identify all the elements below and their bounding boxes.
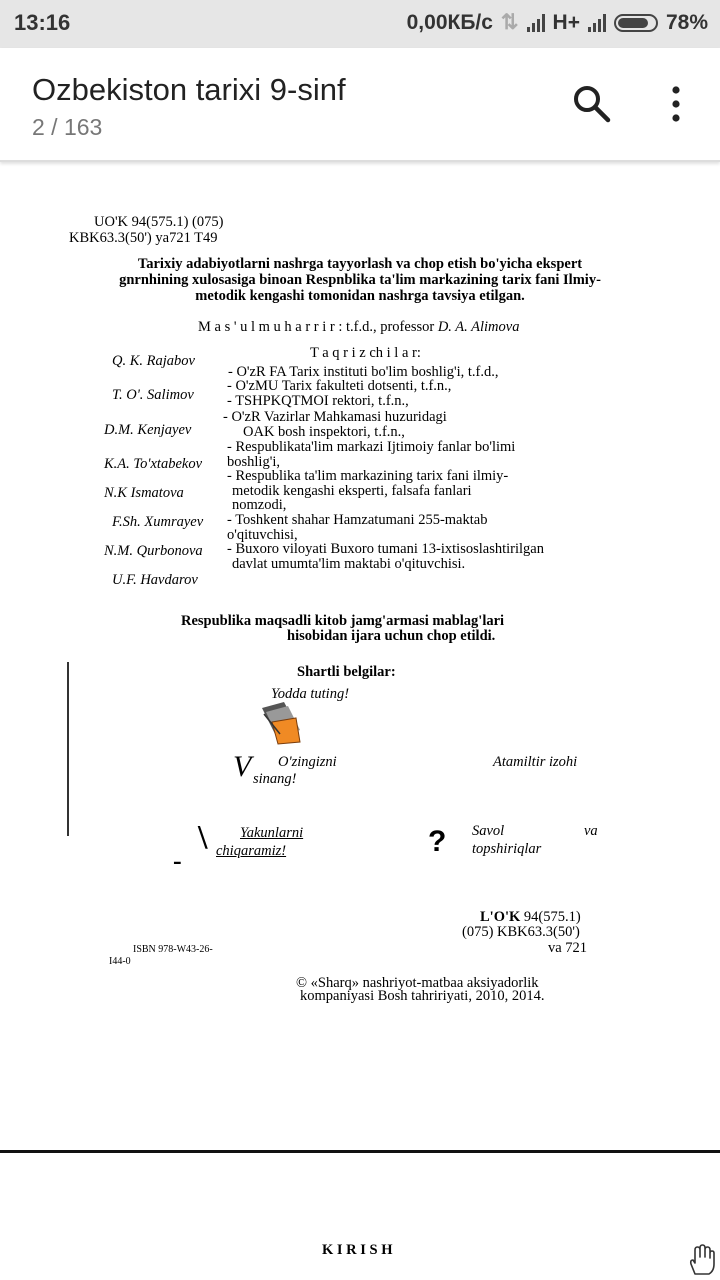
reviewers-heading: T a q r i z ch i l a r: <box>310 345 421 361</box>
lok-value: 94(575.1) <box>523 909 581 925</box>
reviewer-desc: - O'zR Vazirlar Mahkamasi huzuridagi <box>223 409 447 425</box>
lok-label: L'O'K <box>480 909 521 925</box>
editor-label: M a s ' u l m u h a r r i r : <box>198 319 343 335</box>
legend-remember: Yodda tuting! <box>271 686 350 702</box>
copyright-line-1: © «Sharq» nashriyot-matbaa aksiyadorlik <box>296 975 539 991</box>
reviewer-desc: - Respublika ta'lim markazining tarix fani ilmiy- <box>227 468 509 484</box>
reviewer-desc: OAK bosh inspektori, t.f.n., <box>243 424 405 440</box>
legend-conclude-1: Yakunlarni <box>240 825 304 841</box>
reviewer-desc: - Buxoro viloyati Buxoro tumani 13-ixtisoslashtirilgan <box>227 541 544 557</box>
reviewer-desc: - O'zMU Tarix fakulteti dotsenti, t.f.n., <box>227 378 452 394</box>
reviewer-name: U.F. Havdarov <box>112 572 198 588</box>
legend-questions-2: topshiriqlar <box>472 841 542 857</box>
document-title: Ozbekiston tarixi 9-sinf <box>32 72 346 107</box>
intro-line-2: gnrnhining xulosasiga binoan Respnblika ta'lim markazining tarix fani Ilmiy- <box>119 272 601 288</box>
isbn-line-2: I44-0 <box>109 956 131 967</box>
pdf-page[interactable] <box>0 162 720 1280</box>
udk-line-1: UO'K 94(575.1) (075) <box>94 214 224 230</box>
intro-line-3: metodik kengashi tomonidan nashrga tavsiya etilgan. <box>195 288 525 304</box>
editor-line <box>198 319 519 335</box>
hand-cursor-icon <box>686 1244 716 1276</box>
legend-term: Atamiltir izohi <box>493 754 578 770</box>
net-speed: 0,00КБ/с <box>406 10 493 34</box>
reviewer-name: N.K Ismatova <box>104 485 184 501</box>
check-mark-icon: V <box>233 750 252 783</box>
signal-icon <box>527 14 545 32</box>
status-time: 13:16 <box>14 10 71 35</box>
intro-line-1: Tarixiy adabiyotlarni nashrga tayyorlash va chop etish bo'yicha ekspert <box>137 256 583 272</box>
status-bar <box>0 0 720 48</box>
copyright-line-2: kompaniyasi Bosh tahririyati, 2010, 2014. <box>300 988 545 1004</box>
reviewer-desc: o'qituvchisi, <box>227 527 298 543</box>
legend-conclude-2: chiqaramiz! <box>216 843 287 859</box>
editor-value: t.f.d., professor <box>346 319 435 335</box>
reviewer-desc: - TSHPKQTMOI rektori, t.f.n., <box>227 393 409 409</box>
lok-line-2: (075) KBK63.3(50') <box>462 924 580 940</box>
udk-line-2: KBK63.3(50') ya721 T49 <box>69 230 218 246</box>
page-counter: 2 / 163 <box>32 114 103 140</box>
battery-level: 78% <box>665 10 708 34</box>
legend-test-2: sinang! <box>253 771 297 787</box>
reviewer-desc: nomzodi, <box>232 497 287 513</box>
reviewer-desc: boshlig'i, <box>227 454 280 470</box>
reviewer-name: D.M. Kenjayev <box>104 422 192 438</box>
reviewer-name: Q. K. Rajabov <box>112 353 195 369</box>
signal-2-icon <box>588 14 606 32</box>
reviewer-name: T. O'. Salimov <box>112 387 194 403</box>
search-icon[interactable] <box>570 82 614 126</box>
legend-test-1: O'zingizni <box>278 754 337 770</box>
battery-icon <box>614 14 658 32</box>
reviewer-desc: - O'zR FA Tarix instituti bo'lim boshlig'i, t.f.d., <box>228 364 499 380</box>
funding-line-2: hisobidan ijara uchun chop etildi. <box>287 628 496 644</box>
net-type: H+ <box>552 10 580 34</box>
reviewer-name: F.Sh. Xumrayev <box>112 514 204 530</box>
data-transfer-icon: ⇅ <box>500 11 519 34</box>
dash-mark-icon: - <box>173 846 182 875</box>
reviewer-name: N.M. Qurbonova <box>104 543 203 559</box>
margin-rule <box>67 662 69 836</box>
editor-name: D. A. Alimova <box>437 319 520 335</box>
funding-line-1: Respublika maqsadli kitob jamg'armasi mablag'lari <box>181 613 505 629</box>
more-options-icon[interactable] <box>664 84 688 124</box>
reviewer-desc: - Respublikata'lim markazi Ijtimoiy fanlar bo'limi <box>227 439 516 455</box>
app-bar <box>0 48 720 162</box>
reviewer-desc: metodik kengashi eksperti, falsafa fanlari <box>232 483 472 499</box>
lok-line-1 <box>480 909 581 925</box>
isbn-line-1: ISBN 978-W43-26- <box>133 944 213 955</box>
legend-questions-and: va <box>584 823 598 839</box>
reviewer-desc: - Toshkent shahar Hamzatumani 255-maktab <box>227 512 488 528</box>
reviewer-desc: davlat umumta'lim maktabi o'qituvchisi. <box>232 556 466 572</box>
lok-line-3: va 721 <box>548 940 588 956</box>
legend-title: Shartli belgilar: <box>297 664 396 680</box>
conclude-mark-icon: \ <box>198 819 208 856</box>
page-divider <box>0 1150 720 1153</box>
question-mark-icon: ? <box>428 825 447 858</box>
next-section-heading: K I R I S H <box>322 1242 393 1258</box>
reviewer-name: K.A. To'xtabekov <box>104 456 203 472</box>
book-icon <box>258 698 302 746</box>
legend-questions-1: Savol <box>472 823 505 839</box>
